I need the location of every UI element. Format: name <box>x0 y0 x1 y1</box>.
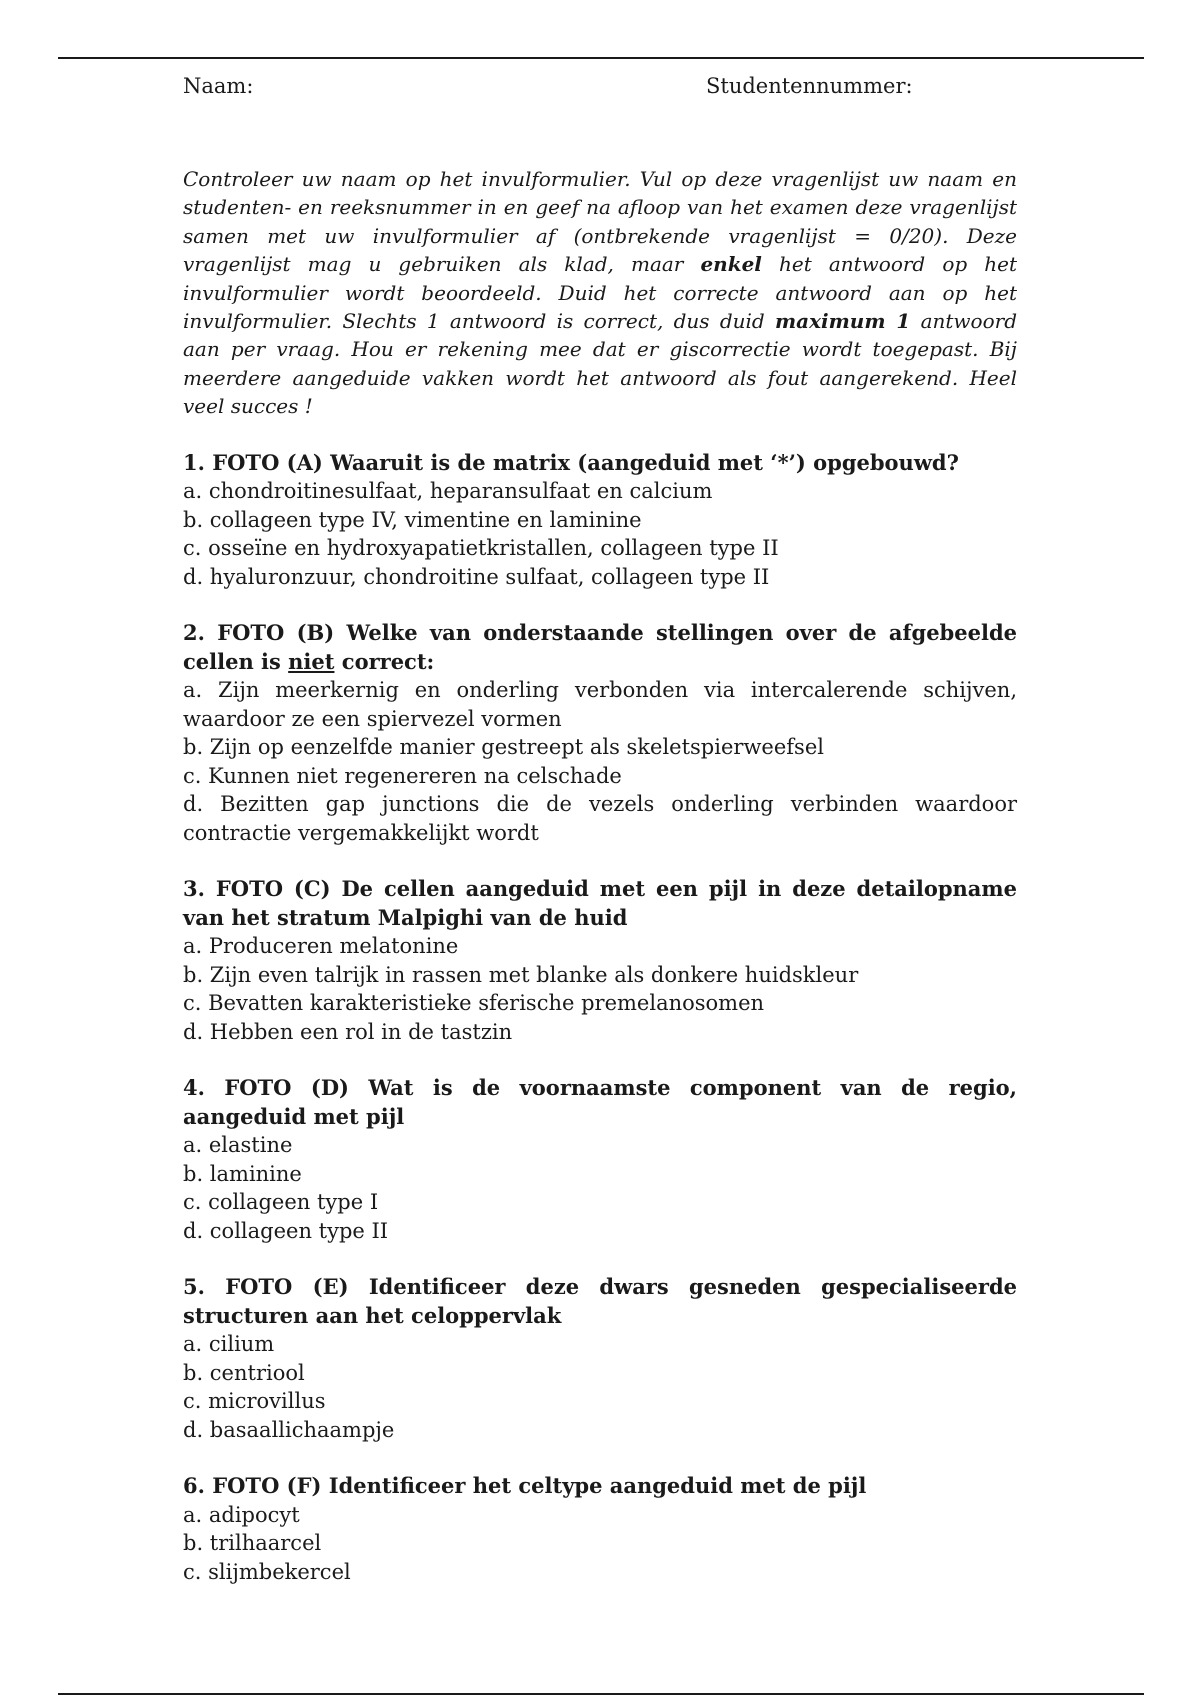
question-3-option-d: d. Hebben een rol in de tastzin <box>183 1019 513 1044</box>
question-4-option-c: c. collageen type I <box>183 1190 379 1215</box>
instructions-text-3: antwoord aan per vraag. Hou er rekening mee dat er giscorrectie wordt toegepast. Bij meerdere aangeduide vakken wordt het antwoord als fout aangerekend. Heel veel succes ! <box>183 309 1017 419</box>
question-6-option-b: b. trilhaarcel <box>183 1531 322 1556</box>
question-1-option-b: b. collageen type IV, vimentine en laminine <box>183 507 642 532</box>
question-5-option-c: c. microvillus <box>183 1389 326 1414</box>
question-1-title: 1. FOTO (A) Waaruit is de matrix (aangeduid met ‘*’) opgebouwd? <box>183 449 959 475</box>
instructions-paragraph <box>183 165 1017 421</box>
question-5-title: 5. FOTO (E) Identificeer deze dwars gesneden gespecialiseerde structuren aan het celoppervlak <box>183 1274 1017 1328</box>
question-2-title-post: correct: <box>334 648 435 674</box>
question-1 <box>183 449 1017 592</box>
question-6-option-a: a. adipocyt <box>183 1502 300 1527</box>
question-2-title-pre: 2. FOTO (B) Welke van onderstaande stellingen over de afgebeelde cellen is <box>183 620 1017 674</box>
question-6-option-c: c. slijmbekercel <box>183 1559 351 1584</box>
question-6 <box>183 1472 1017 1586</box>
question-2-title <box>183 619 1017 676</box>
question-2-option-a: a. Zijn meerkernig en onderling verbonden via intercalerende schijven, waardoor ze een spiervezel vormen <box>183 678 1017 731</box>
question-3-option-b: b. Zijn even talrijk in rassen met blanke als donkere huidskleur <box>183 962 859 987</box>
question-1-option-c: c. osseïne en hydroxyapatietkristallen, collageen type II <box>183 536 779 561</box>
question-2 <box>183 619 1017 847</box>
question-5-option-b: b. centriool <box>183 1360 305 1385</box>
question-3-option-a: a. Produceren melatonine <box>183 934 459 959</box>
question-3-title: 3. FOTO (C) De cellen aangeduid met een pijl in deze detailopname van het stratum Malpighi van de huid <box>183 876 1017 930</box>
question-5-option-a: a. cilium <box>183 1332 275 1357</box>
instructions-text-2: het antwoord op het invulformulier wordt beoordeeld. Duid het correcte antwoord aan op het invulformulier. Slechts 1 antwoord is correct, dus duid <box>183 252 1018 334</box>
header-fields <box>183 68 1017 100</box>
question-1-option-a: a. chondroitinesulfaat, heparansulfaat en calcium <box>183 479 713 504</box>
question-4-option-a: a. elastine <box>183 1133 293 1158</box>
question-5-option-d: d. basaallichaampje <box>183 1417 395 1442</box>
question-4 <box>183 1074 1017 1245</box>
question-3-option-c: c. Bevatten karakteristieke sferische premelanosomen <box>183 991 765 1016</box>
question-2-option-b: b. Zijn op eenzelfde manier gestreept als skeletspierweefsel <box>183 735 824 760</box>
question-4-option-b: b. laminine <box>183 1161 302 1186</box>
question-4-option-d: d. collageen type II <box>183 1218 389 1243</box>
top-rule <box>58 57 1144 59</box>
instructions-text-1: Controleer uw naam op het invulformulier. Vul op deze vragenlijst uw naam en studenten- en reeksnummer in en geef na afloop van het examen deze vragenlijst samen met uw invulformulier af (ontbrekende vragenlijst = 0/20). Deze vragenlijst mag u gebruiken als klad, maar <box>183 167 1017 277</box>
name-label: Naam: <box>183 74 254 98</box>
exam-page <box>183 68 1017 1586</box>
question-6-title: 6. FOTO (F) Identificeer het celtype aangeduid met de pijl <box>183 1473 867 1499</box>
question-4-title: 4. FOTO (D) Wat is de voornaamste component van de regio, aangeduid met pijl <box>183 1075 1017 1129</box>
student-number-label: Studentennummer: <box>706 74 913 98</box>
question-3 <box>183 875 1017 1046</box>
bottom-rule <box>58 1693 1144 1695</box>
question-5 <box>183 1273 1017 1444</box>
question-2-option-d: d. Bezitten gap junctions die de vezels onderling verbinden waardoor contractie vergemakkelijkt wordt <box>183 792 1017 845</box>
question-2-option-c: c. Kunnen niet regenereren na celschade <box>183 763 622 788</box>
question-2-title-underline: niet <box>288 648 335 674</box>
question-1-option-d: d. hyaluronzuur, chondroitine sulfaat, collageen type II <box>183 564 770 589</box>
instructions-bold-maximum: maximum 1 <box>775 309 911 334</box>
instructions-bold-enkel: enkel <box>700 252 762 277</box>
